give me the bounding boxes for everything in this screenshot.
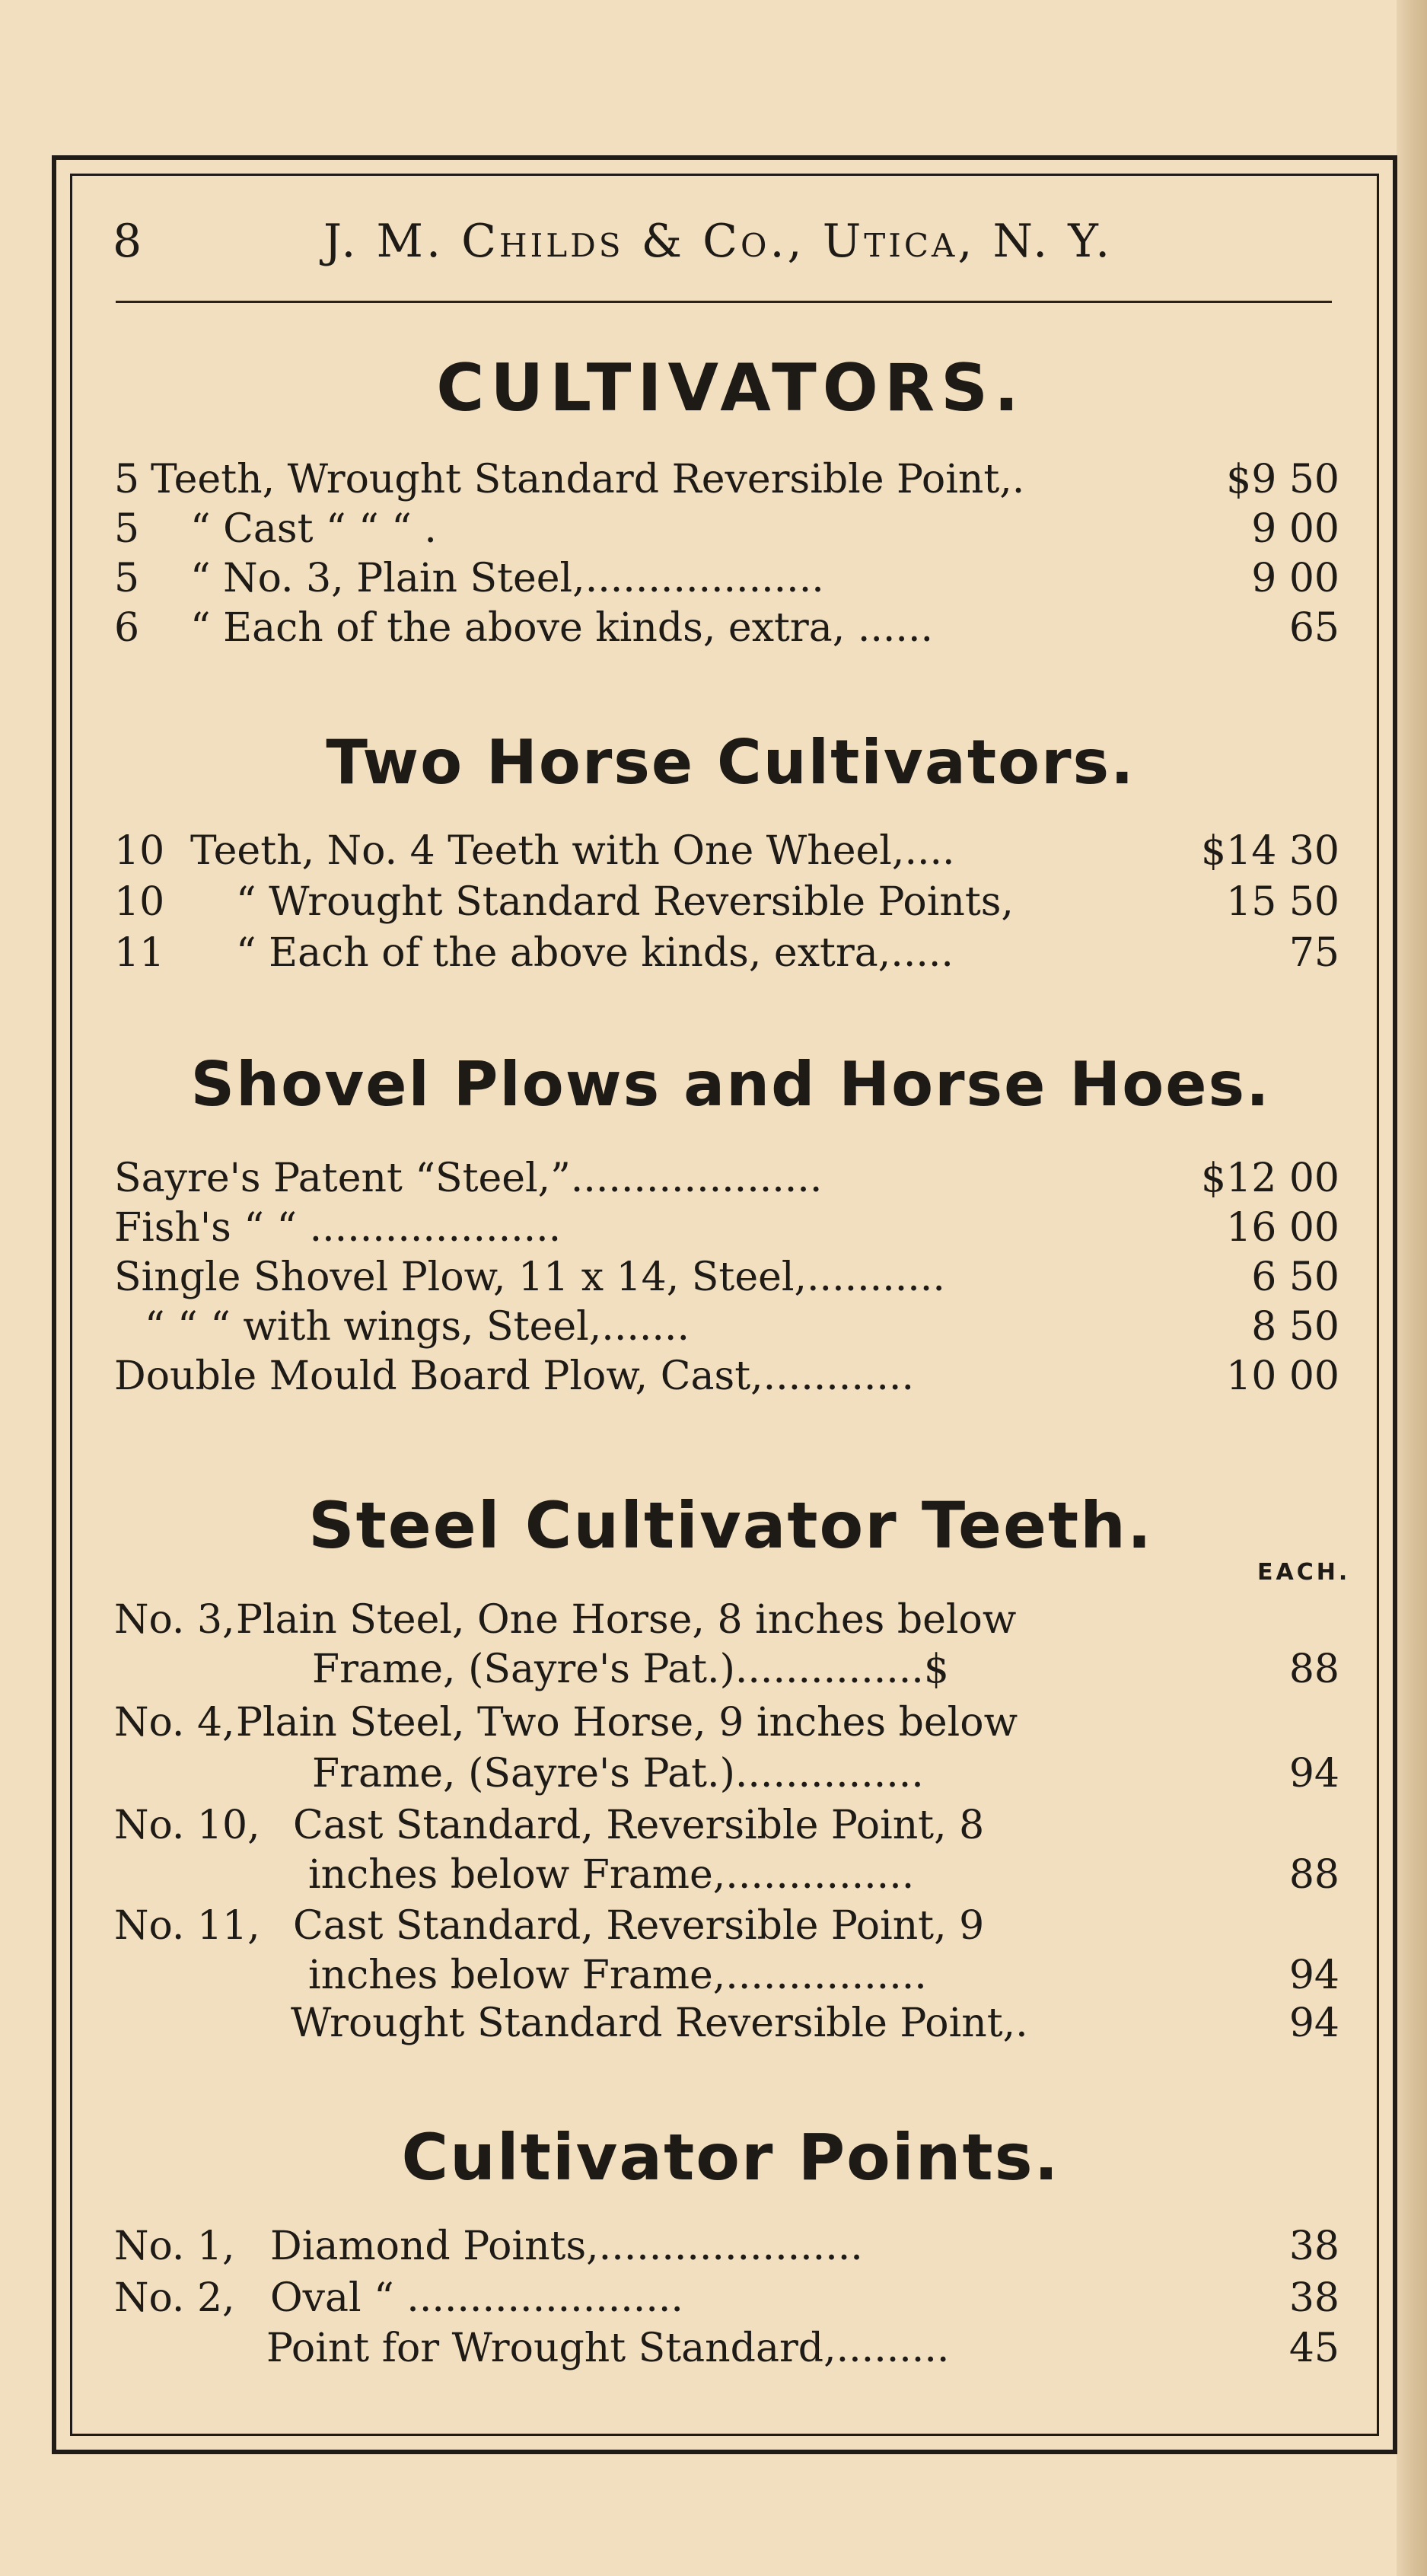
row-price: $14 30 (1201, 828, 1339, 874)
section-heading-steel-teeth: Steel Cultivator Teeth. (308, 1488, 1153, 1563)
row-desc: “ Each of the above kinds, extra,..... (236, 930, 954, 976)
price-row (114, 553, 1339, 604)
price-row (114, 2273, 1339, 2323)
price-row (114, 1850, 1339, 1900)
section-heading-cultivator-points: Cultivator Points. (401, 2120, 1060, 2195)
price-row (114, 603, 1339, 653)
item-desc: Diamond Points,..................... (270, 2224, 863, 2269)
row-desc: Sayre's Patent “Steel,”.................... (114, 1156, 823, 1201)
price-row (114, 1302, 1339, 1352)
header-rule (116, 301, 1332, 303)
row-desc: “ Cast “ “ “ . (190, 506, 437, 552)
item-line (114, 1595, 1339, 1645)
row-price: 65 (1288, 605, 1339, 651)
book-spine (1397, 0, 1427, 2576)
row-price: 16 00 (1226, 1205, 1339, 1251)
row-desc: “ No. 3, Plain Steel,................... (190, 556, 824, 601)
section-heading-cultivators: CULTIVATORS. (436, 350, 1025, 426)
row-qty: 10 (114, 828, 165, 874)
page-header (107, 215, 1339, 268)
item-desc-cont: Frame, (Sayre's Pat.)............... (312, 1751, 924, 1797)
row-price: 15 50 (1226, 879, 1339, 925)
row-desc: “ Wrought Standard Reversible Points, (236, 879, 1014, 925)
item-desc: Cast Standard, Reversible Point, 9 (293, 1903, 985, 1949)
price-row (114, 1950, 1339, 2001)
item-desc: Plain Steel, One Horse, 8 inches below (236, 1597, 1017, 1643)
row-desc: Fish's “ “ .................... (114, 1205, 562, 1251)
row-price: $12 00 (1201, 1156, 1339, 1201)
item-desc: Cast Standard, Reversible Point, 8 (293, 1803, 985, 1848)
row-price: 45 (1288, 2326, 1339, 2371)
row-price: 88 (1288, 1647, 1339, 1692)
row-desc: Single Shovel Plow, 11 x 14, Steel,........... (114, 1255, 945, 1300)
row-price: 94 (1288, 1751, 1339, 1797)
row-price: 88 (1288, 1852, 1339, 1898)
row-price: 38 (1288, 2275, 1339, 2321)
item-desc: Plain Steel, Two Horse, 9 inches below (236, 1700, 1018, 1745)
price-row (114, 1644, 1339, 1694)
price-row (114, 1998, 1339, 2048)
row-price: 94 (1288, 2001, 1339, 2046)
item-line (114, 1800, 1339, 1851)
row-price: 8 50 (1251, 1304, 1339, 1350)
each-column-label: EACH. (1257, 1559, 1351, 1586)
item-number: No. 10, (114, 1803, 260, 1848)
row-qty: 11 (114, 930, 165, 976)
row-price: $9 50 (1226, 457, 1339, 502)
row-price: 10 00 (1226, 1353, 1339, 1399)
section-heading-shovel-plows: Shovel Plows and Horse Hoes. (190, 1049, 1271, 1120)
item-number: No. 2, (114, 2275, 235, 2321)
price-row (114, 2221, 1339, 2272)
row-qty: 5 (114, 556, 140, 601)
price-row (114, 1203, 1339, 1253)
row-qty: 6 (114, 605, 140, 651)
item-desc-cont: inches below Frame,................ (308, 1953, 927, 1998)
row-desc: Double Mould Board Plow, Cast,............ (114, 1353, 914, 1399)
section-heading-two-horse: Two Horse Cultivators. (326, 727, 1136, 798)
price-row (114, 454, 1339, 505)
item-number: No. 4, (114, 1700, 235, 1745)
page-title: J. M. Childs & Co., Utica, N. Y. (323, 215, 1113, 268)
item-line (114, 1901, 1339, 1951)
item-desc-cont: inches below Frame,............... (308, 1852, 915, 1898)
item-desc: Wrought Standard Reversible Point,. (291, 2001, 1028, 2046)
price-row (114, 1749, 1339, 1799)
price-row (114, 877, 1339, 927)
item-number: No. 1, (114, 2224, 235, 2269)
item-desc-cont: Frame, (Sayre's Pat.)...............$ (312, 1647, 949, 1692)
price-row (114, 504, 1339, 554)
item-number: No. 3, (114, 1597, 235, 1643)
row-price: 75 (1288, 930, 1339, 976)
row-desc: Teeth, No. 4 Teeth with One Wheel,.... (190, 828, 955, 874)
price-row (114, 2323, 1339, 2374)
row-desc: “ Each of the above kinds, extra, ...... (190, 605, 934, 651)
row-desc: Teeth, Wrought Standard Reversible Point,. (151, 457, 1025, 502)
price-row (114, 1153, 1339, 1204)
item-number: No. 11, (114, 1903, 260, 1949)
item-line (114, 1698, 1339, 1748)
row-price: 6 50 (1251, 1255, 1339, 1300)
row-price: 94 (1288, 1953, 1339, 1998)
row-qty: 10 (114, 879, 165, 925)
row-qty: 5 (114, 506, 140, 552)
price-row (114, 928, 1339, 978)
price-row (114, 1351, 1339, 1401)
price-row (114, 826, 1339, 876)
page-number: 8 (113, 215, 145, 268)
row-desc: “ “ “ with wings, Steel,....... (145, 1304, 690, 1350)
row-qty: 5 (114, 457, 140, 502)
row-price: 38 (1288, 2224, 1339, 2269)
row-price: 9 00 (1251, 506, 1339, 552)
item-desc: Point for Wrought Standard,......... (266, 2326, 950, 2371)
item-desc: Oval “ ...................... (270, 2275, 683, 2321)
row-price: 9 00 (1251, 556, 1339, 601)
price-row (114, 1252, 1339, 1302)
